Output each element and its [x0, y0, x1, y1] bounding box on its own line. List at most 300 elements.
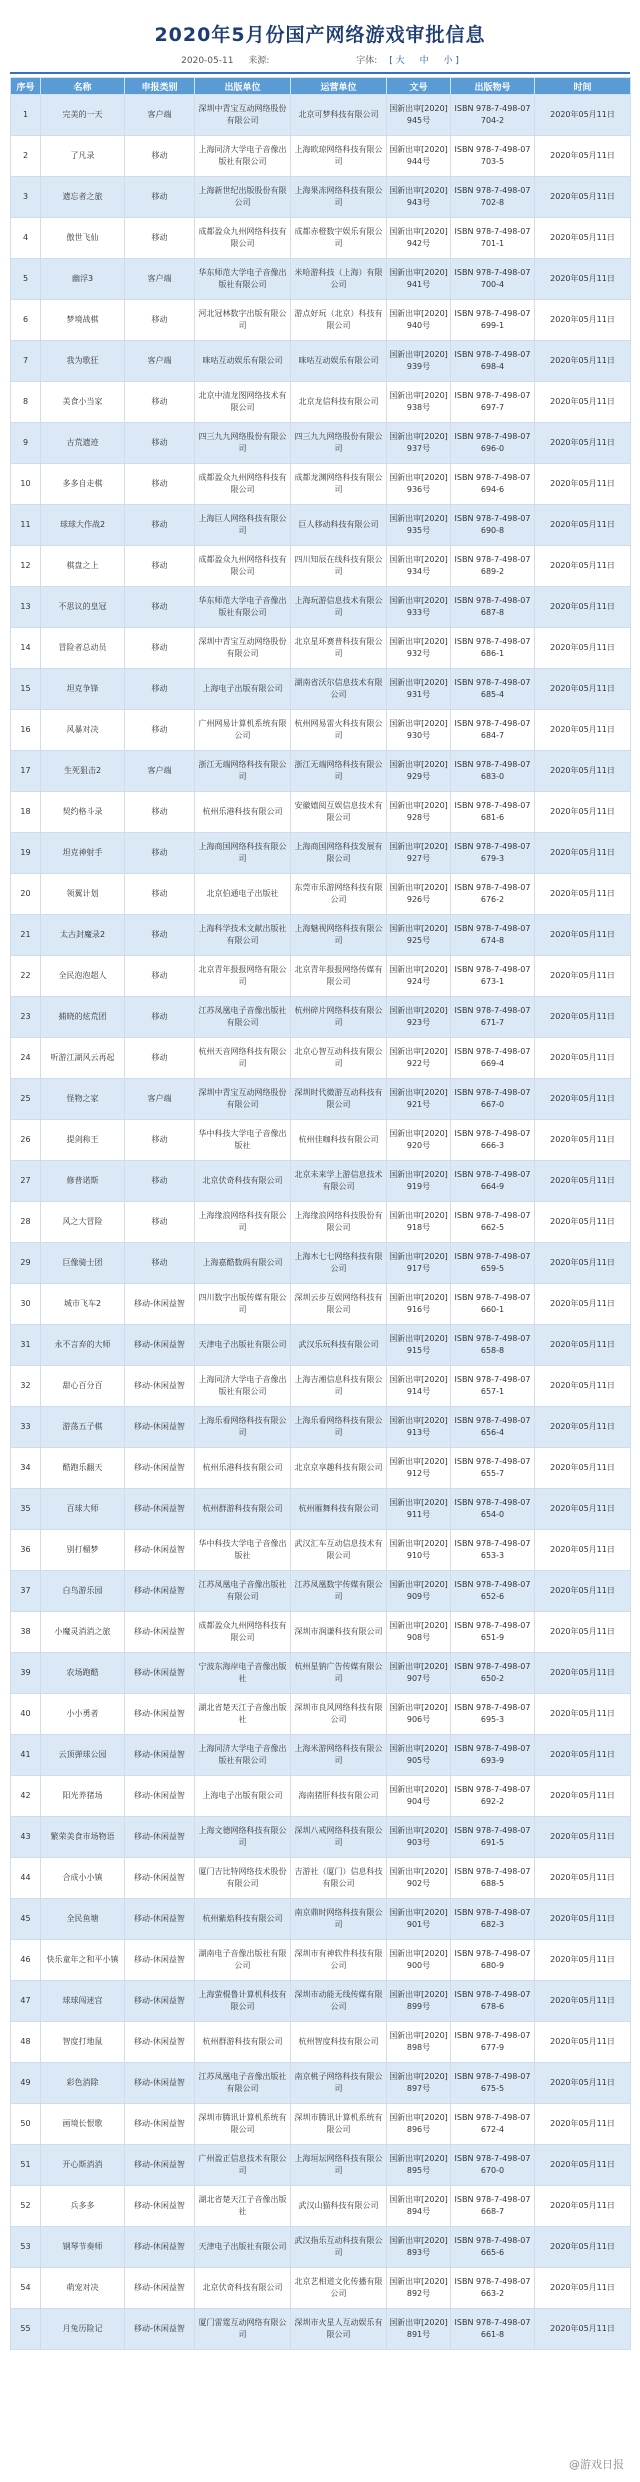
- cell-operator: 武汉乐玩科技有限公司: [291, 1325, 387, 1366]
- cell-name: 风之大冒险: [41, 1202, 125, 1243]
- cell-category: 移动: [125, 505, 195, 546]
- cell-category: 移动-休闲益智: [125, 2063, 195, 2104]
- cell-isbn: ISBN 978-7-498-07659-5: [451, 1243, 535, 1284]
- cell-category: 移动-休闲益智: [125, 2268, 195, 2309]
- cell-date: 2020年05月11日: [535, 1776, 631, 1817]
- table-row: [11, 1940, 631, 1981]
- approval-table: [10, 77, 631, 2350]
- table-row: [11, 423, 631, 464]
- table-row: [11, 1284, 631, 1325]
- cell-isbn: ISBN 978-7-498-07694-6: [451, 464, 535, 505]
- cell-approval-no: 国新出审[2020]906号: [387, 1694, 451, 1735]
- cell-date: 2020年05月11日: [535, 1407, 631, 1448]
- cell-date: 2020年05月11日: [535, 751, 631, 792]
- cell-name: 遗忘者之旅: [41, 177, 125, 218]
- table-row: [11, 2145, 631, 2186]
- cell-date: 2020年05月11日: [535, 1448, 631, 1489]
- table-row: [11, 1448, 631, 1489]
- cell-publisher: 上海缘浪网络科技有限公司: [195, 1202, 291, 1243]
- cell-publisher: 厦门雷霆互动网络有限公司: [195, 2309, 291, 2350]
- title-divider: [10, 72, 630, 74]
- cell-isbn: ISBN 978-7-498-07687-8: [451, 587, 535, 628]
- cell-index: 6: [11, 300, 41, 341]
- cell-index: 3: [11, 177, 41, 218]
- cell-date: 2020年05月11日: [535, 2227, 631, 2268]
- cell-category: 客户端: [125, 95, 195, 136]
- page-title: 2020年5月份国产网络游戏审批信息: [154, 24, 486, 46]
- cell-approval-no: 国新出审[2020]907号: [387, 1653, 451, 1694]
- cell-isbn: ISBN 978-7-498-07674-8: [451, 915, 535, 956]
- cell-approval-no: 国新出审[2020]939号: [387, 341, 451, 382]
- cell-category: 客户端: [125, 259, 195, 300]
- cell-index: 18: [11, 792, 41, 833]
- table-row: [11, 956, 631, 997]
- table-row: [11, 382, 631, 423]
- cell-name: 球球闯迷宫: [41, 1981, 125, 2022]
- cell-publisher: 上海巨人网络科技有限公司: [195, 505, 291, 546]
- cell-approval-no: 国新出审[2020]910号: [387, 1530, 451, 1571]
- cell-isbn: ISBN 978-7-498-07690-8: [451, 505, 535, 546]
- cell-category: 移动-休闲益智: [125, 1981, 195, 2022]
- table-body: [11, 95, 631, 2350]
- cell-approval-no: 国新出审[2020]908号: [387, 1612, 451, 1653]
- cell-operator: 上海乐看网络科技有限公司: [291, 1407, 387, 1448]
- cell-name: 太古封魔录2: [41, 915, 125, 956]
- cell-category: 移动: [125, 300, 195, 341]
- cell-operator: 海南猪肝科技有限公司: [291, 1776, 387, 1817]
- cell-isbn: ISBN 978-7-498-07663-2: [451, 2268, 535, 2309]
- cell-category: 移动-休闲益智: [125, 1366, 195, 1407]
- table-row: [11, 628, 631, 669]
- col-header-category: 申报类别: [125, 78, 195, 95]
- cell-index: 19: [11, 833, 41, 874]
- cell-approval-no: 国新出审[2020]894号: [387, 2186, 451, 2227]
- cell-index: 16: [11, 710, 41, 751]
- cell-approval-no: 国新出审[2020]925号: [387, 915, 451, 956]
- table-row: [11, 587, 631, 628]
- cell-publisher: 杭州天音网络科技有限公司: [195, 1038, 291, 1079]
- cell-date: 2020年05月11日: [535, 1735, 631, 1776]
- cell-date: 2020年05月11日: [535, 874, 631, 915]
- cell-isbn: ISBN 978-7-498-07661-8: [451, 2309, 535, 2350]
- col-header-isbn: 出版物号: [451, 78, 535, 95]
- cell-approval-no: 国新出审[2020]927号: [387, 833, 451, 874]
- cell-category: 移动-休闲益智: [125, 1817, 195, 1858]
- cell-date: 2020年05月11日: [535, 587, 631, 628]
- cell-operator: 北京青年报报网络传媒有限公司: [291, 956, 387, 997]
- cell-category: 移动: [125, 423, 195, 464]
- cell-name: 萌宠对决: [41, 2268, 125, 2309]
- cell-operator: 武汉指乐互动科技有限公司: [291, 2227, 387, 2268]
- cell-publisher: 上海萤棍鲁计算机科技有限公司: [195, 1981, 291, 2022]
- cell-publisher: 华东师范大学电子音像出版社有限公司: [195, 259, 291, 300]
- col-header-date: 时间: [535, 78, 631, 95]
- table-row: [11, 1776, 631, 1817]
- cell-date: 2020年05月11日: [535, 1530, 631, 1571]
- cell-index: 52: [11, 2186, 41, 2227]
- cell-category: 移动: [125, 1243, 195, 1284]
- cell-category: 移动: [125, 1120, 195, 1161]
- cell-operator: 上海吉湘信息科技有限公司: [291, 1366, 387, 1407]
- source-label: 来源:: [248, 56, 270, 66]
- cell-operator: 深圳市腾讯计算机系统有限公司: [291, 2104, 387, 2145]
- cell-isbn: ISBN 978-7-498-07675-5: [451, 2063, 535, 2104]
- cell-approval-no: 国新出审[2020]899号: [387, 1981, 451, 2022]
- cell-publisher: 上海科学技术文献出版社有限公司: [195, 915, 291, 956]
- cell-date: 2020年05月11日: [535, 341, 631, 382]
- cell-publisher: 北京伏奇科技有限公司: [195, 1161, 291, 1202]
- cell-isbn: ISBN 978-7-498-07671-7: [451, 997, 535, 1038]
- cell-operator: 上海欧琼网络科技有限公司: [291, 136, 387, 177]
- cell-name: 合成小小镇: [41, 1858, 125, 1899]
- cell-category: 移动: [125, 136, 195, 177]
- table-row: [11, 341, 631, 382]
- cell-approval-no: 国新出审[2020]893号: [387, 2227, 451, 2268]
- cell-isbn: ISBN 978-7-498-07693-9: [451, 1735, 535, 1776]
- cell-isbn: ISBN 978-7-498-07682-3: [451, 1899, 535, 1940]
- cell-approval-no: 国新出审[2020]926号: [387, 874, 451, 915]
- cell-name: 多多自走棋: [41, 464, 125, 505]
- cell-isbn: ISBN 978-7-498-07686-1: [451, 628, 535, 669]
- cell-approval-no: 国新出审[2020]913号: [387, 1407, 451, 1448]
- cell-publisher: 上海嘉酷数码有限公司: [195, 1243, 291, 1284]
- cell-name: 白鸟游乐园: [41, 1571, 125, 1612]
- table-row: [11, 1407, 631, 1448]
- table-row: [11, 1612, 631, 1653]
- table-row: [11, 2104, 631, 2145]
- cell-name: 幽浮3: [41, 259, 125, 300]
- cell-name: 球球大作战2: [41, 505, 125, 546]
- cell-name: 小小勇者: [41, 1694, 125, 1735]
- cell-category: 移动-休闲益智: [125, 2186, 195, 2227]
- cell-index: 31: [11, 1325, 41, 1366]
- cell-date: 2020年05月11日: [535, 464, 631, 505]
- cell-publisher: 成都盈众九州网络科技有限公司: [195, 1612, 291, 1653]
- cell-date: 2020年05月11日: [535, 2063, 631, 2104]
- cell-isbn: ISBN 978-7-498-07680-9: [451, 1940, 535, 1981]
- cell-category: 移动-休闲益智: [125, 1407, 195, 1448]
- col-header-publisher: 出版单位: [195, 78, 291, 95]
- font-size-small[interactable]: 小 ]: [443, 56, 459, 66]
- cell-approval-no: 国新出审[2020]904号: [387, 1776, 451, 1817]
- cell-operator: 安徽嬉阅互娱信息技术有限公司: [291, 792, 387, 833]
- cell-category: 移动: [125, 546, 195, 587]
- cell-isbn: ISBN 978-7-498-07697-7: [451, 382, 535, 423]
- cell-index: 14: [11, 628, 41, 669]
- cell-name: 听游江湖风云再起: [41, 1038, 125, 1079]
- table-row: [11, 1161, 631, 1202]
- table-row: [11, 2309, 631, 2350]
- cell-index: 37: [11, 1571, 41, 1612]
- cell-date: 2020年05月11日: [535, 218, 631, 259]
- table-row: [11, 1530, 631, 1571]
- cell-category: 移动: [125, 1202, 195, 1243]
- cell-isbn: ISBN 978-7-498-07673-1: [451, 956, 535, 997]
- cell-name: 农场跑酷: [41, 1653, 125, 1694]
- cell-category: 移动: [125, 956, 195, 997]
- cell-name: 美食小当家: [41, 382, 125, 423]
- cell-date: 2020年05月11日: [535, 2104, 631, 2145]
- cell-publisher: 河北冠林数字出版有限公司: [195, 300, 291, 341]
- cell-operator: 南京鼎时网络科技有限公司: [291, 1899, 387, 1940]
- cell-name: 甜心百分百: [41, 1366, 125, 1407]
- cell-category: 移动-休闲益智: [125, 1571, 195, 1612]
- cell-index: 42: [11, 1776, 41, 1817]
- table-header-row: [11, 78, 631, 95]
- cell-category: 移动-休闲益智: [125, 1325, 195, 1366]
- cell-date: 2020年05月11日: [535, 833, 631, 874]
- cell-date: 2020年05月11日: [535, 956, 631, 997]
- cell-category: 移动: [125, 382, 195, 423]
- table-row: [11, 1079, 631, 1120]
- cell-isbn: ISBN 978-7-498-07676-2: [451, 874, 535, 915]
- cell-name: 生死狙击2: [41, 751, 125, 792]
- cell-category: 移动-休闲益智: [125, 1776, 195, 1817]
- cell-date: 2020年05月11日: [535, 2268, 631, 2309]
- cell-index: 41: [11, 1735, 41, 1776]
- cell-name: 提剑称王: [41, 1120, 125, 1161]
- cell-name: 小魔灵消消之旅: [41, 1612, 125, 1653]
- cell-publisher: 湖南电子音像出版社有限公司: [195, 1940, 291, 1981]
- cell-index: 51: [11, 2145, 41, 2186]
- cell-index: 20: [11, 874, 41, 915]
- cell-name: 修普诺斯: [41, 1161, 125, 1202]
- cell-index: 30: [11, 1284, 41, 1325]
- cell-operator: 上海垣坛网络科技有限公司: [291, 2145, 387, 2186]
- cell-index: 49: [11, 2063, 41, 2104]
- cell-index: 21: [11, 915, 41, 956]
- cell-name: 坦克争锋: [41, 669, 125, 710]
- cell-operator: 深圳市动能无线传媒有限公司: [291, 1981, 387, 2022]
- font-size-large[interactable]: [ 大: [389, 56, 405, 66]
- cell-name: 云顶弹球公园: [41, 1735, 125, 1776]
- cell-category: 移动-休闲益智: [125, 1940, 195, 1981]
- cell-publisher: 北京青年报报网络有限公司: [195, 956, 291, 997]
- table-row: [11, 915, 631, 956]
- cell-publisher: 华东师范大学电子音像出版社有限公司: [195, 587, 291, 628]
- cell-publisher: 上海电子出版有限公司: [195, 669, 291, 710]
- cell-isbn: ISBN 978-7-498-07696-0: [451, 423, 535, 464]
- font-size-medium[interactable]: 中: [419, 56, 429, 66]
- cell-publisher: 四川数字出版传媒有限公司: [195, 1284, 291, 1325]
- table-row: [11, 2186, 631, 2227]
- cell-date: 2020年05月11日: [535, 2145, 631, 2186]
- cell-approval-no: 国新出审[2020]914号: [387, 1366, 451, 1407]
- cell-publisher: 北京中清龙图网络技术有限公司: [195, 382, 291, 423]
- cell-approval-no: 国新出审[2020]944号: [387, 136, 451, 177]
- cell-index: 5: [11, 259, 41, 300]
- table-row: [11, 997, 631, 1038]
- cell-date: 2020年05月11日: [535, 95, 631, 136]
- cell-category: 移动: [125, 833, 195, 874]
- cell-name: 智度打地鼠: [41, 2022, 125, 2063]
- cell-index: 17: [11, 751, 41, 792]
- cell-approval-no: 国新出审[2020]945号: [387, 95, 451, 136]
- meta-bar: [0, 50, 640, 72]
- cell-category: 移动-休闲益智: [125, 2145, 195, 2186]
- cell-category: 移动-休闲益智: [125, 1530, 195, 1571]
- cell-operator: 杭州雁舞科技有限公司: [291, 1489, 387, 1530]
- cell-date: 2020年05月11日: [535, 1858, 631, 1899]
- cell-index: 24: [11, 1038, 41, 1079]
- cell-date: 2020年05月11日: [535, 1653, 631, 1694]
- cell-approval-no: 国新出审[2020]931号: [387, 669, 451, 710]
- cell-name: 百球大师: [41, 1489, 125, 1530]
- cell-category: 移动: [125, 710, 195, 751]
- cell-category: 移动: [125, 218, 195, 259]
- table-row: [11, 300, 631, 341]
- table-row: [11, 259, 631, 300]
- cell-date: 2020年05月11日: [535, 1202, 631, 1243]
- table-row: [11, 546, 631, 587]
- table-row: [11, 1243, 631, 1284]
- publish-date: 2020-05-11: [181, 56, 234, 66]
- table-row: [11, 1571, 631, 1612]
- table-row: [11, 669, 631, 710]
- table-row: [11, 874, 631, 915]
- table-row: [11, 505, 631, 546]
- cell-isbn: ISBN 978-7-498-07668-7: [451, 2186, 535, 2227]
- table-row: [11, 1038, 631, 1079]
- cell-operator: 南京桃子网络科技有限公司: [291, 2063, 387, 2104]
- cell-name: 不思议的皇冠: [41, 587, 125, 628]
- cell-date: 2020年05月11日: [535, 628, 631, 669]
- table-row: [11, 95, 631, 136]
- cell-index: 4: [11, 218, 41, 259]
- table-row: [11, 1202, 631, 1243]
- cell-category: 移动-休闲益智: [125, 1284, 195, 1325]
- cell-category: 移动: [125, 177, 195, 218]
- cell-index: 2: [11, 136, 41, 177]
- cell-category: 移动: [125, 587, 195, 628]
- table-row: [11, 2268, 631, 2309]
- cell-approval-no: 国新出审[2020]943号: [387, 177, 451, 218]
- cell-index: 45: [11, 1899, 41, 1940]
- table-row: [11, 710, 631, 751]
- cell-date: 2020年05月11日: [535, 1325, 631, 1366]
- cell-publisher: 成都盈众九州网络科技有限公司: [195, 464, 291, 505]
- cell-name: 完美的一天: [41, 95, 125, 136]
- col-header-index: 序号: [11, 78, 41, 95]
- cell-index: 11: [11, 505, 41, 546]
- cell-operator: 杭州碎片网络科技有限公司: [291, 997, 387, 1038]
- cell-index: 32: [11, 1366, 41, 1407]
- cell-date: 2020年05月11日: [535, 1038, 631, 1079]
- cell-name: 领翼计划: [41, 874, 125, 915]
- cell-approval-no: 国新出审[2020]929号: [387, 751, 451, 792]
- cell-publisher: 深圳中青宝互动网络股份有限公司: [195, 95, 291, 136]
- cell-operator: 杭州智度科技有限公司: [291, 2022, 387, 2063]
- cell-publisher: 深圳中青宝互动网络股份有限公司: [195, 1079, 291, 1120]
- cell-publisher: 杭州群游科技有限公司: [195, 2022, 291, 2063]
- cell-publisher: 华中科技大学电子音像出版社: [195, 1120, 291, 1161]
- cell-index: 50: [11, 2104, 41, 2145]
- cell-isbn: ISBN 978-7-498-07684-7: [451, 710, 535, 751]
- cell-publisher: 宁波东海岸电子音像出版社: [195, 1653, 291, 1694]
- cell-index: 10: [11, 464, 41, 505]
- cell-name: 彩色消除: [41, 2063, 125, 2104]
- cell-publisher: 杭州乐港科技有限公司: [195, 1448, 291, 1489]
- col-header-operator: 运营单位: [291, 78, 387, 95]
- cell-index: 53: [11, 2227, 41, 2268]
- cell-approval-no: 国新出审[2020]933号: [387, 587, 451, 628]
- cell-index: 48: [11, 2022, 41, 2063]
- cell-publisher: 成都盈众九州网络科技有限公司: [195, 218, 291, 259]
- cell-name: 我为歌狂: [41, 341, 125, 382]
- cell-date: 2020年05月11日: [535, 1899, 631, 1940]
- cell-approval-no: 国新出审[2020]930号: [387, 710, 451, 751]
- cell-category: 移动-休闲益智: [125, 1858, 195, 1899]
- cell-operator: 上海米游网络科技有限公司: [291, 1735, 387, 1776]
- cell-operator: 深圳市良风网络科技有限公司: [291, 1694, 387, 1735]
- cell-publisher: 深圳中青宝互动网络股份有限公司: [195, 628, 291, 669]
- cell-publisher: 上海新世纪出版股份有限公司: [195, 177, 291, 218]
- table-row: [11, 1120, 631, 1161]
- cell-approval-no: 国新出审[2020]921号: [387, 1079, 451, 1120]
- cell-approval-no: 国新出审[2020]916号: [387, 1284, 451, 1325]
- cell-operator: 四川知辰在线科技有限公司: [291, 546, 387, 587]
- cell-operator: 武汉汇车互动信息技术有限公司: [291, 1530, 387, 1571]
- cell-publisher: 上海同济大学电子音像出版社有限公司: [195, 1366, 291, 1407]
- cell-name: 兵多多: [41, 2186, 125, 2227]
- cell-date: 2020年05月11日: [535, 382, 631, 423]
- table-row: [11, 1489, 631, 1530]
- cell-name: 巨像骑士团: [41, 1243, 125, 1284]
- cell-operator: 浙江无端网络科技有限公司: [291, 751, 387, 792]
- cell-isbn: ISBN 978-7-498-07655-7: [451, 1448, 535, 1489]
- cell-publisher: 深圳市腾讯计算机系统有限公司: [195, 2104, 291, 2145]
- cell-index: 46: [11, 1940, 41, 1981]
- cell-isbn: ISBN 978-7-498-07662-5: [451, 1202, 535, 1243]
- cell-publisher: 江苏凤凰电子音像出版社有限公司: [195, 2063, 291, 2104]
- cell-index: 44: [11, 1858, 41, 1899]
- cell-operator: 东莞市乐游网络科技有限公司: [291, 874, 387, 915]
- cell-isbn: ISBN 978-7-498-07703-5: [451, 136, 535, 177]
- cell-operator: 北京未来学上游信息技术有限公司: [291, 1161, 387, 1202]
- cell-index: 8: [11, 382, 41, 423]
- cell-date: 2020年05月11日: [535, 2186, 631, 2227]
- cell-operator: 深圳时代微游互动科技有限公司: [291, 1079, 387, 1120]
- cell-index: 12: [11, 546, 41, 587]
- cell-name: 游荡五子棋: [41, 1407, 125, 1448]
- cell-isbn: ISBN 978-7-498-07683-0: [451, 751, 535, 792]
- cell-isbn: ISBN 978-7-498-07679-3: [451, 833, 535, 874]
- cell-isbn: ISBN 978-7-498-07692-2: [451, 1776, 535, 1817]
- cell-date: 2020年05月11日: [535, 1940, 631, 1981]
- cell-name: 别打榴梦: [41, 1530, 125, 1571]
- cell-approval-no: 国新出审[2020]911号: [387, 1489, 451, 1530]
- cell-isbn: ISBN 978-7-498-07669-4: [451, 1038, 535, 1079]
- cell-name: 城市飞车2: [41, 1284, 125, 1325]
- cell-category: 移动-休闲益智: [125, 1489, 195, 1530]
- cell-name: 阳光养猪场: [41, 1776, 125, 1817]
- cell-isbn: ISBN 978-7-498-07652-6: [451, 1571, 535, 1612]
- cell-name: 契约格斗录: [41, 792, 125, 833]
- cell-category: 移动-休闲益智: [125, 2227, 195, 2268]
- cell-approval-no: 国新出审[2020]903号: [387, 1817, 451, 1858]
- cell-isbn: ISBN 978-7-498-07650-2: [451, 1653, 535, 1694]
- cell-publisher: 上海同济大学电子音像出版社有限公司: [195, 1735, 291, 1776]
- cell-date: 2020年05月11日: [535, 1243, 631, 1284]
- cell-index: 28: [11, 1202, 41, 1243]
- cell-index: 27: [11, 1161, 41, 1202]
- cell-index: 35: [11, 1489, 41, 1530]
- table-row: [11, 1858, 631, 1899]
- cell-operator: 北京龙信科技有限公司: [291, 382, 387, 423]
- cell-category: 移动-休闲益智: [125, 1448, 195, 1489]
- table-row: [11, 1694, 631, 1735]
- cell-approval-no: 国新出审[2020]902号: [387, 1858, 451, 1899]
